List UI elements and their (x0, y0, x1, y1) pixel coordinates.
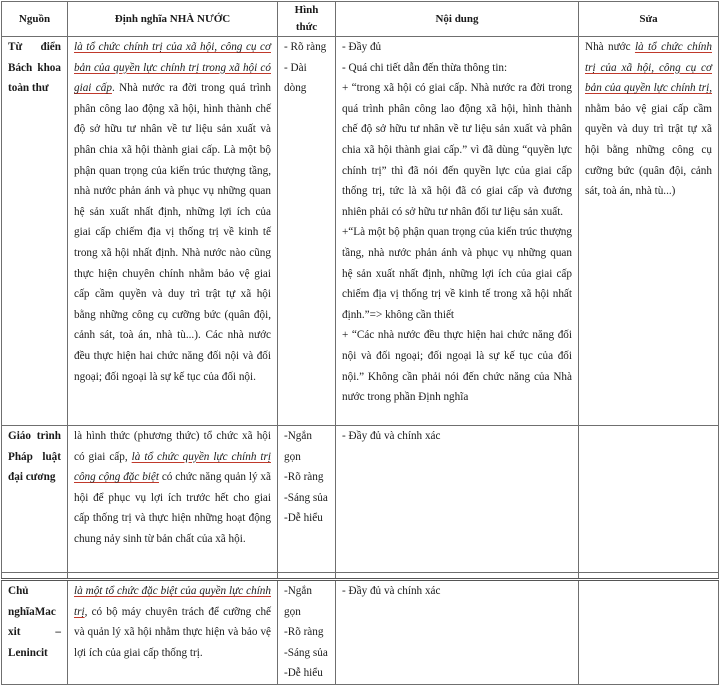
definition-cell (68, 426, 278, 573)
fix-prefix: Nhà nước (585, 41, 635, 53)
content-cell (336, 426, 579, 573)
content-item: + “trong xã hội có giai cấp. Nhà nước ra đời trong quá trình phân công lao động xã hội, hình thành chế độ sở hữu tư nhân về tư liệu sản xuất và phân chia xã hội thành giai cấp.” vì đã dùng “quyền lực chính trị” thì đã nói đến quyền lực của giai cấp thống trị, tức là xã hội đã có giai cấp và đương nhiên phải có sở hữu tư nhân đối tư liệu sản xuất. (342, 82, 572, 218)
form-cell (278, 426, 336, 573)
fix-text: nhằm bảo vệ giai cấp cầm quyền và duy trì trật tự xã hội bằng những công cụ cưỡng bức (quân đội, cảnh sát, toà án, nhà tù...) (585, 102, 712, 198)
header-source: Nguồn (2, 2, 68, 37)
form-cell (278, 37, 336, 426)
form-item: -Rõ ràng (284, 471, 324, 484)
fix-cell (579, 426, 719, 573)
definition-highlight: là một tổ chức đặc biệt của quyền lực chính trị (74, 585, 271, 618)
definition-text: có chức năng quản lý xã hội để phục vụ lợi ích trước hết cho giai cấp thống trị và thực hiện những hoạt động chung nảy sinh từ bản chất của xã hội. (74, 471, 271, 545)
content-item: - Quá chi tiết dẫn đến thừa thông tin: (342, 61, 508, 74)
content-item: - Đầy đủ (342, 41, 382, 53)
row-gap (2, 573, 719, 580)
source-cell: Chủ nghĩaMac xit – Lenincit (2, 580, 68, 685)
table-row (2, 37, 719, 426)
definition-prefix: là hình thức (phương thức) tổ chức xã hội có giai cấp, (74, 430, 271, 463)
content-item: - Đầy đủ và chính xác (342, 585, 441, 597)
header-row (2, 2, 719, 37)
form-item: -Rõ ràng (284, 626, 324, 639)
content-item: + “Các nhà nước đều thực hiện hai chức năng đối nội và đối ngoại; đối ngoại là sự kế tục của đối nội.” Không cần phải nói đến chức năng của Nhà nước trong phần Định nghĩa (342, 329, 572, 404)
header-content: Nội dung (336, 2, 579, 37)
fix-highlight: là tổ chức chính trị của xã hội, công cụ cơ bản của quyền lực chính trị, (585, 41, 712, 95)
form-item: -Sáng sủa (284, 646, 328, 659)
definition-text: , có bộ máy chuyên trách để cưỡng chế và quản lý xã hội nhằm thực hiện và bảo vệ lợi ích của giai cấp thống trị. (74, 605, 271, 659)
definition-cell (68, 37, 278, 426)
form-item: -Ngắn gọn (284, 585, 312, 618)
form-item: - Rõ ràng (284, 41, 327, 53)
definition-highlight: là tổ chức quyền lực chính trị công cộng đặc biệt (74, 450, 271, 484)
form-item: -Ngắn gọn (284, 430, 312, 463)
source-cell: Từ điển Bách khoa toàn thư (2, 37, 68, 426)
definition-highlight: là tổ chức chính trị của xã hội, công cụ cơ bản của quyền lực chính trị trong xã hội có giai cấp (74, 41, 271, 95)
content-item: - Đầy đủ và chính xác (342, 430, 441, 442)
definition-text: . Nhà nước ra đời trong quá trình phân công lao động xã hội, hình thành chế độ sở hữu tư nhân về tư liệu sản xuất và phân chia xã hội thành giai cấp. Là một bộ phận quan trọng của kiến trúc thượng tầng, nhà nước phản ánh và phục vụ những quan hệ sản xuất nhất định, những lợi ích của giai cấp chiếm địa vị thống trị về kinh tế trong xã hội nhất định. Nhà nước nào cũng thực hiện chuyên chính nhằm bảo vệ giai cấp cầm quyền và duy trì trật tự xã hội bằng những công cụ cưỡng bức (quân đội, cảnh sát, toà án, nhà tù...). Các nhà nước đều thực hiện hai chức năng đối nội và đối ngoại; đối ngoại là sự kế tục của đối nội. (74, 82, 271, 383)
comparison-table (1, 1, 719, 685)
header-form: Hình thức (278, 2, 336, 37)
table-row (2, 426, 719, 573)
source-cell: Giáo trình Pháp luật đại cương (2, 426, 68, 573)
content-item: +“Là một bộ phận quan trọng của kiến trúc thượng tầng, nhà nước phản ánh và phục vụ những quan hệ sản xuất nhất định, những lợi ích của giai cấp chiếm địa vị thống trị về kinh tế trong xã hội nhất định.”=> không cần thiết (342, 226, 572, 321)
form-item: - Dài dòng (284, 61, 307, 95)
header-fix: Sửa (579, 2, 719, 37)
form-item: -Dễ hiểu (284, 512, 323, 525)
fix-cell (579, 37, 719, 426)
content-cell (336, 37, 579, 426)
form-item: -Sáng sủa (284, 491, 328, 504)
form-item: -Dễ hiểu (284, 667, 323, 680)
header-definition: Định nghĩa NHÀ NƯỚC (68, 2, 278, 37)
